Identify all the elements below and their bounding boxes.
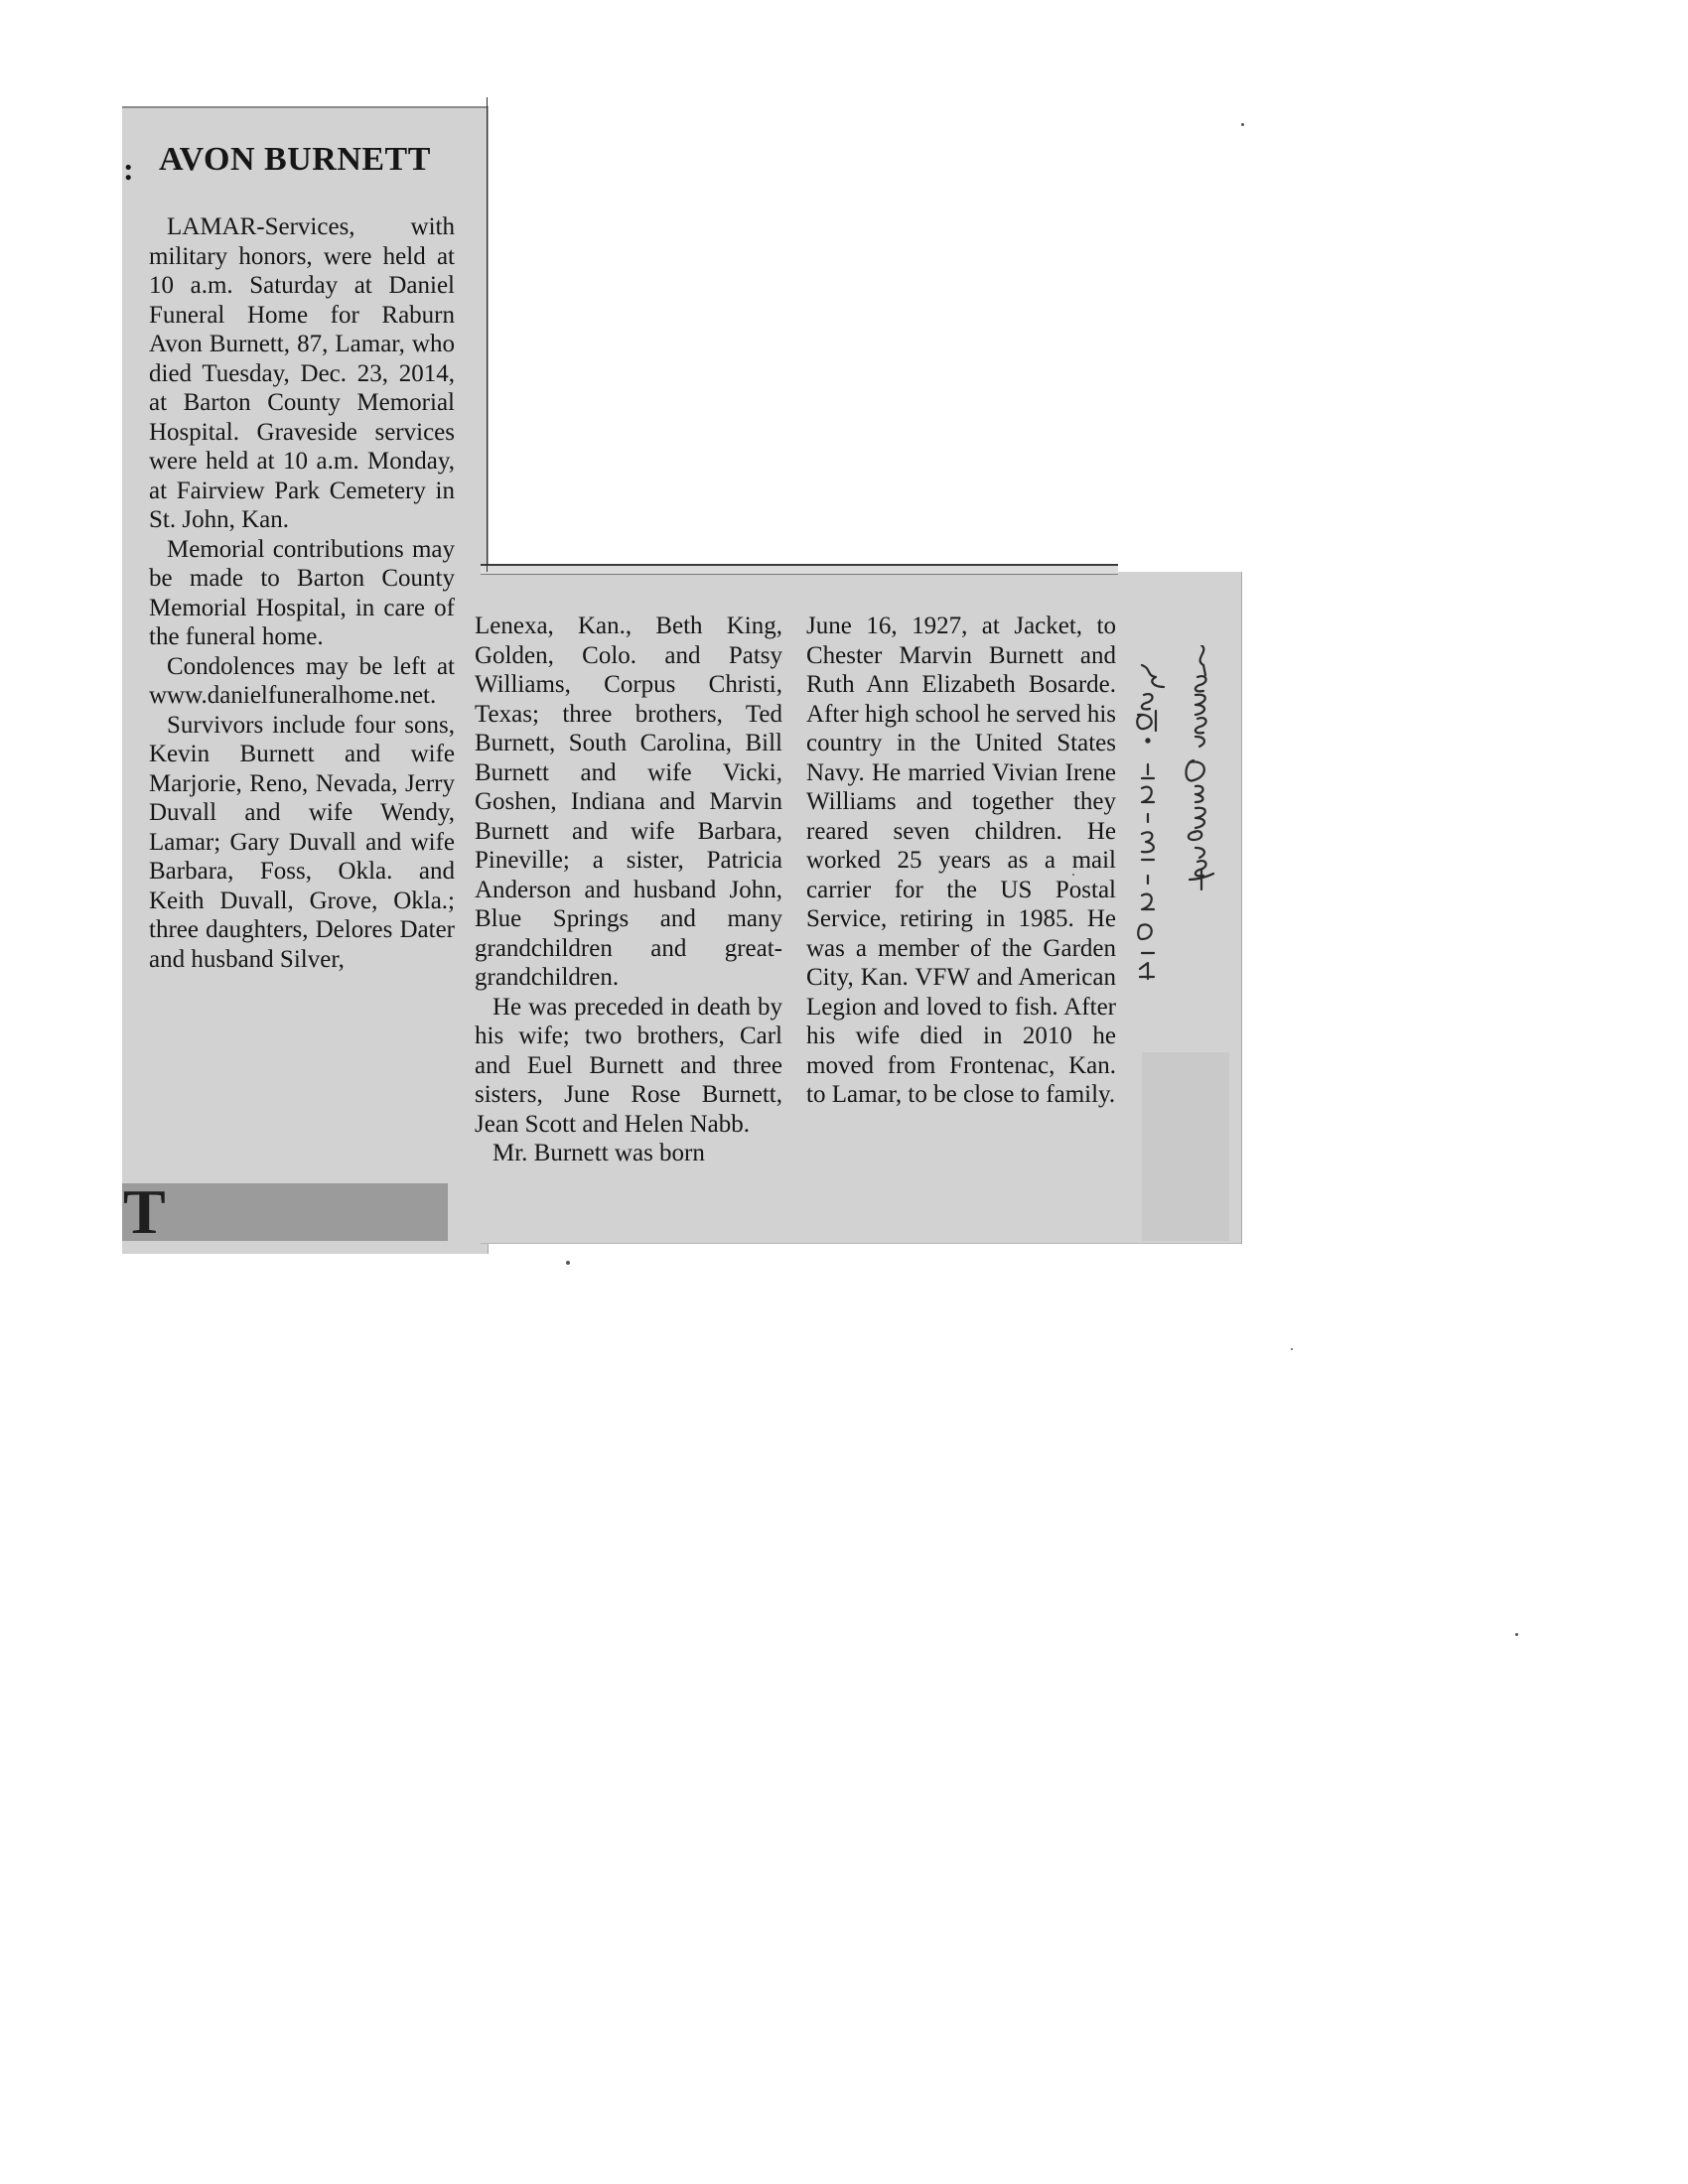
column-rule-left — [487, 97, 488, 572]
heading-mark: : — [123, 151, 134, 187]
paragraph: Memorial contributions may be made to Barton County Memorial Hospital, in care of the funeral home. — [149, 535, 455, 650]
adjacent-article-fragment — [122, 1183, 448, 1241]
paragraph: Lenexa, Kan., Beth King, Golden, Colo. and Patsy Williams, Corpus Christi, Texas; three brothers, Ted Burnett, South Carolina, Bill Burnett and wife Vicki, Goshen, Indiana and Marvin Burnett and wife Barbara, Pineville; a sister, Patricia Anderson and husband John, Blue Springs and many grandchildren and great-grandchildren. — [475, 613, 782, 991]
adjacent-article-letter: T — [123, 1176, 166, 1247]
column-rule-top — [481, 564, 1118, 575]
obituary-column-2 — [475, 612, 782, 1168]
obituary-column-1 — [149, 212, 455, 974]
paragraph: Mr. Burnett was born — [492, 1140, 705, 1166]
handwritten-annotation — [1082, 645, 1251, 1082]
obituary-headline: AVON BURNETT — [159, 141, 431, 178]
paragraph: June 16, 1927, at Jacket, to Chester Marvin Burnett and Ruth Ann Elizabeth Bosarde. After high school he served his country in the United States Navy. He married Vivian Irene Williams and together they reared seven children. He worked 25 years as a mail carrier for the US Postal Service, retiring in 1985. He was a member of the Garden City, Kan. VFW and American Legion and loved to fish. After his wife died in 2010 he moved from Frontenac, Kan. to Lamar, to be close to family. — [806, 613, 1116, 1108]
paragraph: Condolences may be left at www.danielfuneralhome.net. — [149, 652, 455, 709]
paragraph: LAMAR-Services, with military honors, were held at 10 a.m. Saturday at Daniel Funeral Home for Raburn Avon Burnett, 87, Lamar, who died Tuesday, Dec. 23, 2014, at Barton County Memorial Hospital. Graveside services were held at 10 a.m. Monday, at Fairview Park Cemetery in St. John, Kan. — [149, 213, 455, 533]
scan-speck — [1072, 874, 1074, 876]
scan-speck — [1291, 1348, 1293, 1350]
obituary-column-3 — [806, 612, 1116, 1110]
scan-speck — [1241, 123, 1244, 126]
scan-speck — [1515, 1633, 1518, 1636]
paragraph: Survivors include four sons, Kevin Burnett and wife Marjorie, Reno, Nevada, Jerry Duvall and wife Wendy, Lamar; Gary Duvall and wife Barbara, Foss, Okla. and Keith Duvall, Grove, Okla.; three daughters, Delores Dater and husband Silver, — [149, 711, 455, 973]
scan-speck — [566, 1261, 570, 1265]
paragraph: He was preceded in death by his wife; two brothers, Carl and Euel Burnett and three sisters, June Rose Burnett, Jean Scott and Helen Nabb. — [475, 993, 782, 1138]
